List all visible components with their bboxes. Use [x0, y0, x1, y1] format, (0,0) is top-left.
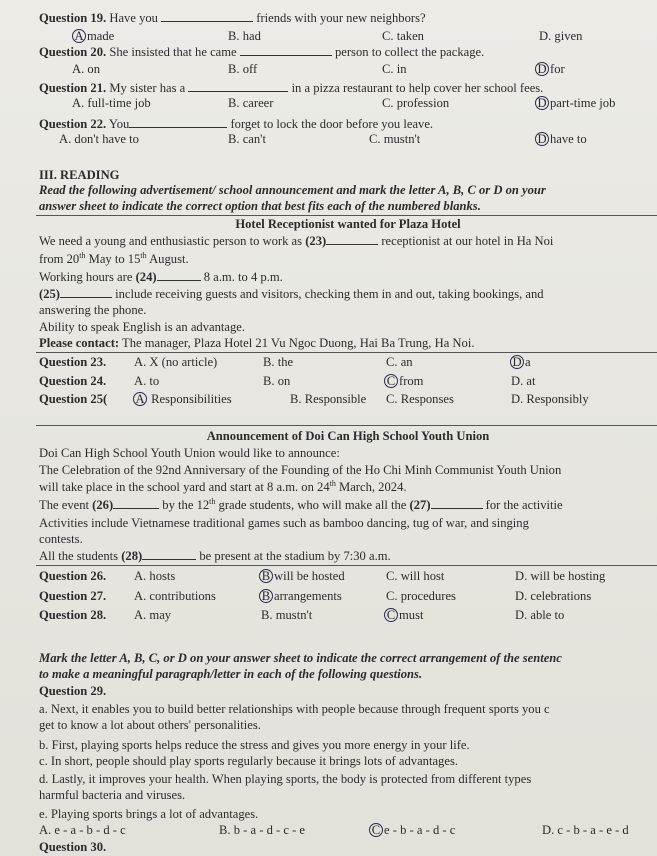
option-d[interactable]: D a — [510, 354, 531, 370]
option-c[interactable]: C. procedures — [386, 589, 456, 603]
option-a[interactable]: A. don't have to — [59, 132, 139, 146]
question-19-options — [39, 28, 649, 44]
stem-text: person to collect the package. — [334, 45, 485, 59]
question-label: Question 25( — [39, 392, 108, 406]
answer-mark-circle: D — [510, 355, 524, 369]
sentence-a-line-2: get to know a lot about others' personalities. — [39, 718, 261, 732]
sentence-c: c. In short, people should play sports regularly because it brings lots of advantages. — [39, 754, 458, 768]
option-a[interactable]: A. X (no article) — [134, 355, 218, 369]
option-b[interactable]: B. career — [228, 96, 274, 110]
option-c[interactable]: C. an — [386, 355, 413, 369]
answer-mark-circle: C — [384, 608, 398, 622]
ann-line-5: Activities include Vietnamese traditional games such as bamboo dancing, tug of war, and singing — [39, 516, 529, 530]
answer-mark-circle: D — [535, 96, 549, 110]
option-a[interactable]: A. hosts — [134, 569, 176, 583]
stem-text: Have you — [109, 11, 158, 25]
sentence-d-line-2: harmful bacteria and viruses. — [39, 788, 186, 802]
question-21-options — [39, 95, 649, 111]
option-c[interactable]: C. profession — [382, 96, 450, 110]
announcement-box-top — [36, 425, 657, 426]
ad-line-2: from 20th May to 15th August. — [39, 250, 189, 266]
option-c[interactable]: C e - b - a - d - c — [369, 822, 455, 838]
option-c[interactable]: C. Responses — [386, 392, 454, 406]
answer-blank — [431, 498, 483, 509]
question-24 — [39, 373, 649, 389]
option-a[interactable]: A. on — [72, 62, 100, 76]
option-a[interactable]: A. full-time job — [72, 96, 151, 110]
option-c[interactable]: C. will host — [386, 569, 445, 583]
option-c[interactable]: C. mustn't — [369, 132, 421, 146]
option-a[interactable]: A. e - a - b - d - c — [39, 823, 126, 837]
option-b[interactable]: B. b - a - d - c - e — [219, 823, 306, 837]
stem-text: forget to lock the door before you leave. — [230, 117, 434, 131]
question-22 — [39, 116, 649, 132]
option-b[interactable]: B. Responsible — [290, 392, 367, 406]
option-c[interactable]: C. in — [382, 62, 407, 76]
question-30-label: Question 30. — [39, 840, 107, 854]
question-20-options — [39, 61, 649, 77]
ad-line-6: Ability to speak English is an advantage. — [39, 320, 246, 334]
option-a[interactable]: A. contributions — [134, 589, 216, 603]
option-b[interactable]: B. can't — [228, 132, 266, 146]
answer-blank — [113, 498, 159, 509]
ad-line-5: answering the phone. — [39, 303, 147, 317]
question-26 — [39, 568, 649, 584]
sentence-b: b. First, playing sports helps reduce the stress and gives you more energy in your life. — [39, 738, 470, 752]
sentence-a-line-1: a. Next, it enables you to build better relationships with people because through frequent sports you c — [39, 702, 550, 716]
option-c[interactable]: C must — [384, 607, 424, 623]
question-label: Question 27. — [39, 589, 107, 603]
question-22-options — [39, 131, 649, 147]
question-29-options — [39, 822, 649, 838]
advertisement-title: Hotel Receptionist wanted for Plaza Hotel — [235, 217, 461, 231]
option-b[interactable]: B. on — [263, 374, 291, 388]
option-b[interactable]: B. had — [228, 29, 261, 43]
question-label: Question 22. — [39, 117, 107, 131]
announcement-box-bottom — [36, 565, 657, 566]
option-d[interactable]: D. able to — [515, 608, 565, 622]
answer-blank — [60, 287, 112, 298]
ann-line-7: All the students (28) be present at the stadium by 7:30 a.m. — [39, 549, 391, 563]
answer-blank — [142, 549, 196, 560]
stem-text: She insisted that he came — [109, 45, 237, 59]
question-label: Question 19. — [39, 11, 107, 25]
question-19 — [39, 10, 649, 26]
ad-line-1: We need a young and enthusiastic person to work as (23) receptionist at our hotel in Ha Noi — [39, 234, 554, 248]
question-label: Question 24. — [39, 374, 107, 388]
answer-mark-circle: B — [259, 589, 273, 603]
stem-text: friends with your new neighbors? — [256, 11, 426, 25]
option-d[interactable]: D. c - b - a - e - d — [542, 823, 629, 837]
option-b[interactable]: B. mustn't — [261, 608, 313, 622]
reading-instruction-2: answer sheet to indicate the correct option that best fits each of the numbered blanks. — [39, 199, 481, 213]
question-label: Question 20. — [39, 45, 107, 59]
sentence-d-line-1: d. Lastly, it improves your health. When playing sports, the body is protected from different types — [39, 772, 532, 786]
question-27 — [39, 588, 649, 604]
option-d[interactable]: D for — [535, 61, 565, 77]
answer-mark-circle: B — [259, 569, 273, 583]
option-b[interactable]: B. the — [263, 355, 294, 369]
answer-blank — [129, 117, 227, 128]
stem-text: You — [108, 117, 130, 131]
question-28 — [39, 607, 649, 623]
stem-text: My sister has a — [109, 81, 186, 95]
option-a[interactable]: A. to — [134, 374, 160, 388]
answer-blank — [326, 234, 378, 245]
ann-line-4: The event (26) by the 12th grade students, who will make all the (27) for the activitie — [39, 496, 563, 512]
ad-line-3: Working hours are (24) 8 a.m. to 4 p.m. — [39, 270, 283, 284]
ad-contact-line: Please contact: The manager, Plaza Hotel 21 Vu Ngoc Duong, Hai Ba Trung, Ha Noi. — [39, 336, 475, 350]
answer-blank — [240, 45, 332, 56]
option-b[interactable]: B. off — [228, 62, 258, 76]
reading-instruction-1: Read the following advertisement/ school announcement and mark the letter A, B, C or D on your — [39, 183, 546, 197]
option-a[interactable]: A made — [72, 28, 114, 44]
answer-blank — [157, 270, 201, 281]
section-heading: III. READING — [39, 168, 120, 182]
answer-mark-circle: A — [133, 392, 147, 406]
option-d[interactable]: D. will be hosting — [515, 569, 606, 583]
question-29-label: Question 29. — [39, 684, 107, 698]
option-a[interactable]: A. may — [134, 608, 172, 622]
stem-text: in a pizza restaurant to help cover her school fees. — [291, 81, 544, 95]
option-d[interactable]: D. celebrations — [515, 589, 592, 603]
answer-mark-circle: C — [369, 823, 383, 837]
arrangement-instruction-1: Mark the letter A, B, C, or D on your answer sheet to indicate the correct arrangement of the sentenc — [39, 651, 562, 665]
advertisement-box-bottom — [36, 352, 657, 353]
sentence-e: e. Playing sports brings a lot of advantages. — [39, 807, 259, 821]
question-label: Question 28. — [39, 608, 107, 622]
ann-line-6: contests. — [39, 532, 83, 546]
question-label: Question 23. — [39, 355, 107, 369]
ann-line-1: Doi Can High School Youth Union would like to announce: — [39, 446, 340, 460]
option-b[interactable]: B will be hosted — [259, 568, 345, 584]
question-23 — [39, 354, 649, 370]
ad-line-4: (25) include receiving guests and visitors, checking them in and out, taking bookings, and — [39, 287, 544, 301]
option-d[interactable]: D. given — [539, 29, 583, 43]
option-c[interactable]: C. taken — [382, 29, 424, 43]
ann-line-3: will take place in the school yard and start at 8 a.m. on 24th March, 2024. — [39, 478, 407, 494]
answer-blank — [161, 11, 253, 22]
option-a[interactable]: A Responsibilities — [133, 391, 232, 407]
answer-mark-circle: D — [535, 62, 549, 76]
question-label: Question 26. — [39, 569, 107, 583]
answer-mark-circle: A — [72, 29, 86, 43]
question-25 — [39, 391, 649, 407]
arrangement-instruction-2: to make a meaningful paragraph/letter in each of the following questions. — [39, 667, 423, 681]
option-b[interactable]: B arrangements — [259, 588, 342, 604]
question-label: Question 21. — [39, 81, 107, 95]
announcement-title: Announcement of Doi Can High School Youth Union — [206, 429, 490, 443]
option-c[interactable]: C from — [384, 373, 423, 389]
ann-line-2: The Celebration of the 92nd Anniversary of the Founding of the Ho Chi Minh Communist Youth Union — [39, 463, 562, 477]
option-d[interactable]: D. at — [511, 374, 536, 388]
question-21 — [39, 80, 649, 96]
answer-mark-circle: C — [384, 374, 398, 388]
answer-blank — [188, 81, 288, 92]
option-d[interactable]: D part-time job — [535, 95, 615, 111]
answer-mark-circle: D — [535, 132, 549, 146]
option-d[interactable]: D have to — [535, 131, 587, 147]
option-d[interactable]: D. Responsibly — [511, 392, 589, 406]
question-20 — [39, 44, 649, 60]
